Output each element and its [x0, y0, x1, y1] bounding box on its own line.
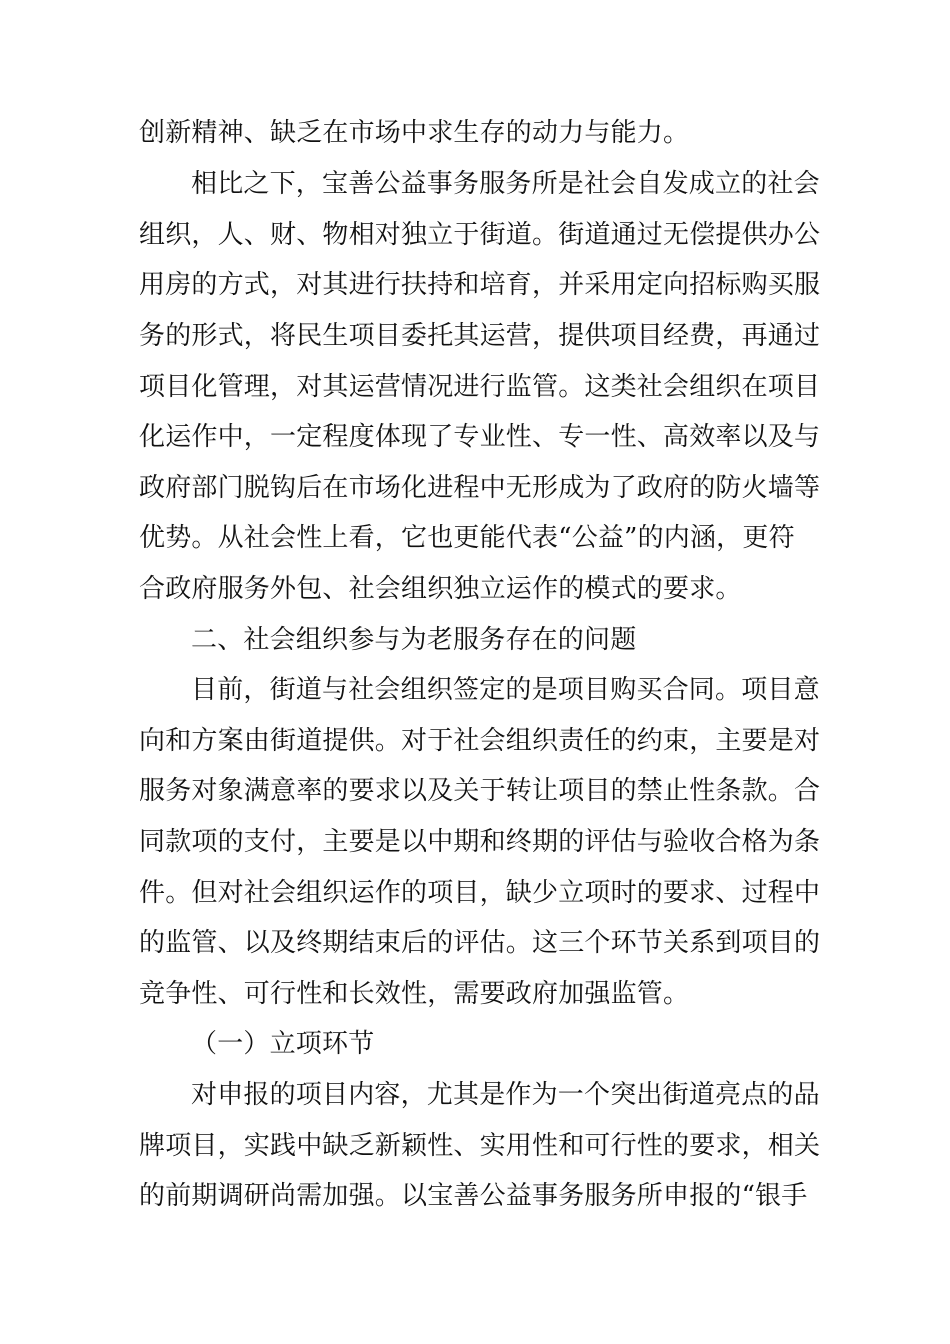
- text-line: 的监管、以及终期结束后的评估。这三个环节关系到项目的: [139, 928, 821, 958]
- paragraph-first-line: 目前，街道与社会组织签定的是项目购买合同。项目意: [191, 675, 820, 705]
- text-line: 同款项的支付，主要是以中期和终期的评估与验收合格为条: [139, 827, 821, 857]
- text-line: 优势。从社会性上看，它也更能代表“公益”的内涵，更符: [139, 523, 795, 553]
- subsection-heading: （一）立项环节: [191, 1029, 375, 1059]
- text-line: 务的形式，将民生项目委托其运营，提供项目经费，再通过: [139, 321, 821, 351]
- text-line: 政府部门脱钩后在市场化进程中无形成为了政府的防火墙等: [139, 473, 821, 503]
- paragraph-first-line: 相比之下，宝善公益事务服务所是社会自发成立的社会: [191, 169, 820, 199]
- text-line: 的前期调研尚需加强。以宝善公益事务服务所申报的“银手: [139, 1181, 808, 1211]
- paragraph-first-line: 对申报的项目内容，尤其是作为一个突出街道亮点的品: [191, 1080, 820, 1110]
- text-line: 件。但对社会组织运作的项目，缺少立项时的要求、过程中: [139, 878, 821, 908]
- text-line: 向和方案由街道提供。对于社会组织责任的约束，主要是对: [139, 726, 821, 756]
- text-line: 化运作中，一定程度体现了专业性、专一性、高效率以及与: [139, 422, 821, 452]
- text-line: 创新精神、缺乏在市场中求生存的动力与能力。: [139, 118, 690, 148]
- text-line: 用房的方式，对其进行扶持和培育，并采用定向招标购买服: [139, 270, 821, 300]
- text-line: 牌项目，实践中缺乏新颖性、实用性和可行性的要求，相关: [139, 1131, 821, 1161]
- text-line: 项目化管理，对其运营情况进行监管。这类社会组织在项目: [139, 372, 821, 402]
- text-line: 竞争性、可行性和长效性，需要政府加强监管。: [139, 979, 690, 1009]
- text-line: 组织，人、财、物相对独立于街道。街道通过无偿提供办公: [139, 220, 821, 250]
- section-heading: 二、社会组织参与为老服务存在的问题: [191, 625, 637, 655]
- text-line: 合政府服务外包、社会组织独立运作的模式的要求。: [139, 574, 742, 604]
- text-line: 服务对象满意率的要求以及关于转让项目的禁止性条款。合: [139, 776, 821, 806]
